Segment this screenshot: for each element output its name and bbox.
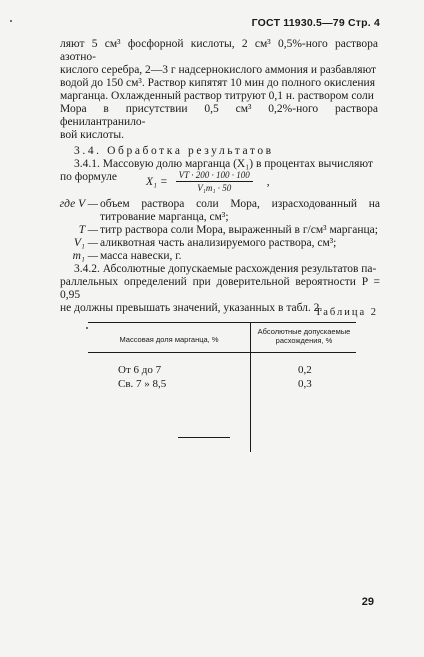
table-caption: Таблица 2 <box>315 307 378 318</box>
formula-numerator: VT · 200 · 100 · 100 <box>176 170 253 182</box>
section-heading: 3.4. Обработка результатов <box>74 145 274 157</box>
text-line: водой до 150 см³. Раствор кипятят 10 мин до полного окисления <box>60 77 375 89</box>
column-header-tolerance: Абсолютные допускаемые расхождения, % <box>257 327 351 345</box>
text-line: 3.4.1. Массовую долю марганца (X₁) в процентах вычисляют <box>74 158 373 170</box>
text-line: не должны превышать значений, указанных в табл. 2. <box>60 302 323 314</box>
definition-text: объем раствора соли Мора, израсходованный на титрование марганца, см³; <box>100 198 380 223</box>
end-rule <box>178 437 230 438</box>
definition-symbol: где V — <box>59 198 98 210</box>
definition-symbol: T — <box>78 224 98 236</box>
definition-row <box>60 237 380 250</box>
definition-text: титр раствора соли Мора, выраженный в г/см³ марганца; <box>100 224 378 236</box>
table-column-divider <box>250 322 251 452</box>
definition-symbol: V₁ — <box>73 237 98 249</box>
definition-row <box>42 198 380 224</box>
text-line: по формуле <box>60 171 117 183</box>
formula-trail: , <box>266 175 270 188</box>
formula-fraction <box>176 170 253 193</box>
text-line: марганца. Охлажденный раствор титруют 0,1 н. раствором соли <box>60 90 374 102</box>
definition-row <box>60 250 380 263</box>
table-cell-value: 0,2 <box>298 364 312 376</box>
page-header: ГОСТ 11930.5—79 Стр. 4 <box>251 17 380 29</box>
text-line: 3.4.2. Абсолютные допускаемые расхождения результатов па- <box>74 263 377 275</box>
page-number: 29 <box>361 596 374 608</box>
text-line: раллельных определений при доверительной вероятности P = 0,95 <box>60 276 380 301</box>
scan-speck <box>86 327 88 329</box>
table-header-rule <box>88 352 356 353</box>
definition-symbol: m₁ — <box>72 250 98 262</box>
text-line: кислого серебра, 2—3 г надсернокислого аммония и разбавляют <box>60 64 377 76</box>
text-line: Мора в присутствии 0,5 см³ 0,2%-ного раствора фенилантранило- <box>60 103 378 128</box>
formula <box>146 170 270 193</box>
column-header-fraction: Массовая доля марганца, % <box>119 335 219 344</box>
text-line: ляют 5 см³ фосфорной кислоты, 2 см³ 0,5%-ного раствора азотно- <box>60 38 378 63</box>
table-cell-value: 0,3 <box>298 378 312 390</box>
definition-text: аликвотная часть анализируемого раствора, см³; <box>100 237 337 249</box>
text-line: вой кислоты. <box>60 129 124 141</box>
paragraph-1 <box>60 38 378 142</box>
table-cell-range: От 6 до 7 <box>118 364 162 376</box>
variable-definitions <box>60 198 380 315</box>
table-cell-range: Св. 7 » 8,5 <box>118 378 167 390</box>
definition-text: масса навески, г. <box>100 250 182 262</box>
formula-denominator: V₁m₁ · 50 <box>197 183 232 193</box>
main-text <box>60 38 378 184</box>
definition-row <box>60 224 380 237</box>
scan-speck <box>10 20 12 22</box>
formula-lhs: X₁ = <box>146 175 168 188</box>
table-top-rule <box>88 322 356 323</box>
